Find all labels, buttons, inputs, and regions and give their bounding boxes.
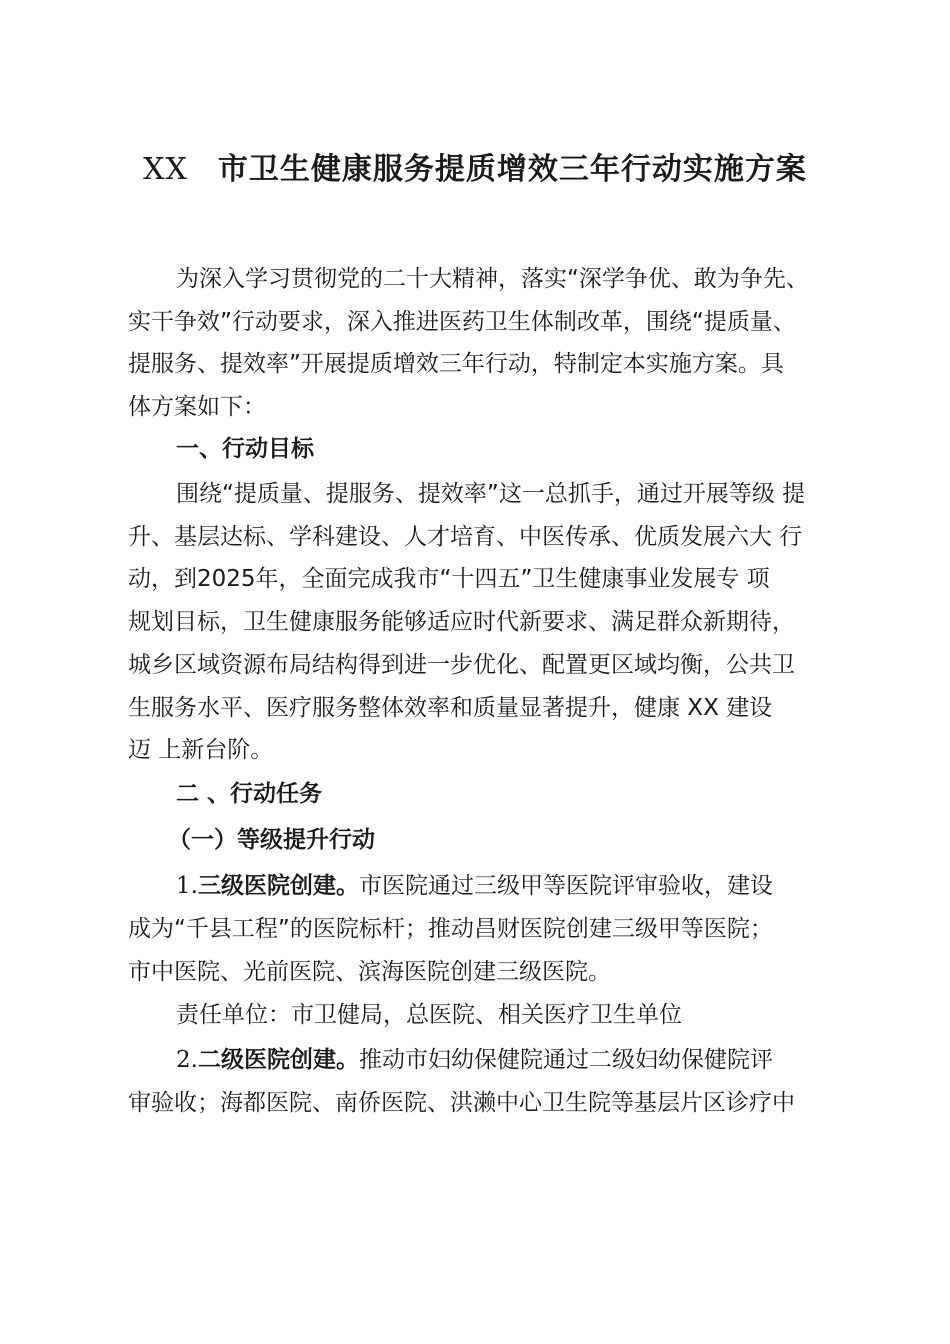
item-2-line-2: 审验收；海都医院、南侨医院、洪濑中心卫生院等基层片区诊疗中 (128, 1090, 795, 1116)
item-1-number: 1. (176, 873, 198, 899)
goal-line-5: 城乡区域资源布局结构得到进一步优化、配置更区域均衡，公共卫 (128, 652, 795, 678)
title-prefix: XX (143, 152, 188, 187)
item-1-title: 三级医院创建。 (197, 873, 359, 899)
intro-line-2: 实干争效”行动要求，深入推进医药卫生体制改革，围绕“提质量、 (128, 309, 796, 335)
goal-line-1: 围绕“提质量、提服务、提效率”这一总抓手，通过开展等级 提 (176, 481, 806, 507)
intro-line-1: 为深入学习贯彻党的二十大精神，落实“深学争优、敢为争先、 (176, 266, 809, 292)
item-2-title: 二级医院创建。 (197, 1047, 359, 1073)
item-1-line-3: 市中医院、光前医院、滨海医院创建三级医院。 (128, 959, 611, 985)
item-1-responsibility: 责任单位：市卫健局，总医院、相关医疗卫生单位 (176, 1002, 682, 1028)
intro-line-4: 体方案如下： (128, 394, 266, 420)
item-1-line-1 (176, 869, 896, 903)
item-2-text: 推动市妇幼保健院通过二级妇幼保健院评 (358, 1047, 773, 1073)
goal-line-7: 迈 上新台阶。 (128, 737, 274, 763)
intro-line-3: 提服务、提效率”开展提质增效三年行动，特制定本实施方案。具 (128, 351, 784, 377)
item-1-line-2: 成为“千县工程”的医院标杆；推动昌财医院创建三级甲等医院； (128, 916, 773, 942)
document-title (0, 150, 950, 190)
goal-line-6: 生服务水平、医疗服务整体效率和质量显著提升，健康 XX 建设 (128, 695, 773, 721)
subsection-heading-level: （一）等级提升行动 (168, 827, 375, 853)
section-heading-goals: 一、行动目标 (176, 436, 314, 462)
item-1-text: 市医院通过三级甲等医院评审验收，建设 (358, 873, 773, 899)
goal-line-4: 规划目标，卫生健康服务能够适应时代新要求、满足群众新期待， (128, 609, 795, 635)
item-2-number: 2. (176, 1047, 198, 1073)
title-main: 市卫生健康服务提质增效三年行动实施方案 (217, 152, 807, 187)
item-2-line-1 (176, 1043, 896, 1077)
goal-line-2: 升、基层达标、学科建设、人才培育、中医传承、优质发展六大 行 (128, 524, 803, 550)
section-heading-tasks: 二 、行动任务 (176, 781, 323, 807)
goal-line-3: 动，到2025年，全面完成我市“十四五”卫生健康事业发展专 项 (128, 566, 770, 592)
